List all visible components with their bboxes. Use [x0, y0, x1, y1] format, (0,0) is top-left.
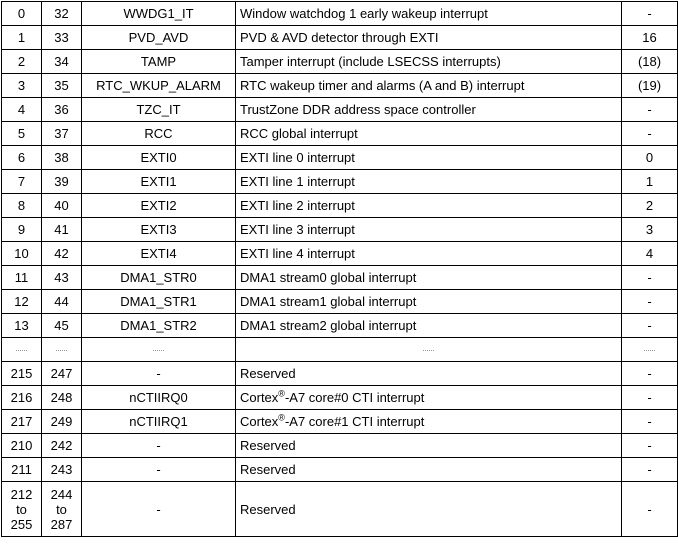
- ellipsis-cell: ......: [82, 338, 236, 362]
- table-row: [2, 290, 678, 314]
- irq-number-cell: 34: [42, 50, 82, 74]
- acronym-cell: EXTI3: [82, 218, 236, 242]
- acronym-cell: WWDG1_IT: [82, 2, 236, 26]
- exti-cell: -: [622, 386, 678, 410]
- position-cell: 217: [2, 410, 42, 434]
- position-cell: 6: [2, 146, 42, 170]
- irq-number-cell: 38: [42, 146, 82, 170]
- range-end: 287: [50, 516, 73, 532]
- description-cell: EXTI line 1 interrupt: [236, 170, 622, 194]
- exti-cell: 1: [622, 170, 678, 194]
- exti-cell: 16: [622, 26, 678, 50]
- exti-cell: -: [622, 290, 678, 314]
- description-prefix: Cortex: [240, 390, 279, 405]
- description-cell: [236, 410, 622, 434]
- irq-number-cell: 248: [42, 386, 82, 410]
- description-cell: EXTI line 2 interrupt: [236, 194, 622, 218]
- range-end: 255: [10, 516, 33, 532]
- position-cell: 211: [2, 458, 42, 482]
- interrupt-table-body: [2, 2, 678, 537]
- registered-mark: ®: [278, 388, 285, 399]
- table-row: [2, 314, 678, 338]
- description-cell: DMA1 stream2 global interrupt: [236, 314, 622, 338]
- table-row: [2, 194, 678, 218]
- exti-cell: -: [622, 362, 678, 386]
- exti-cell: -: [622, 266, 678, 290]
- description-cell: Reserved: [236, 482, 622, 537]
- exti-cell: -: [622, 434, 678, 458]
- table-row: [2, 26, 678, 50]
- position-cell: 0: [2, 2, 42, 26]
- irq-number-cell: 37: [42, 122, 82, 146]
- irq-number-range-cell: [42, 482, 82, 537]
- position-cell: 1: [2, 26, 42, 50]
- irq-number-cell: 243: [42, 458, 82, 482]
- description-cell: Reserved: [236, 362, 622, 386]
- registered-mark: ®: [278, 412, 285, 423]
- acronym-cell: EXTI2: [82, 194, 236, 218]
- irq-number-cell: 45: [42, 314, 82, 338]
- position-cell: 2: [2, 50, 42, 74]
- description-cell: RCC global interrupt: [236, 122, 622, 146]
- acronym-cell: -: [82, 362, 236, 386]
- acronym-cell: nCTIIRQ0: [82, 386, 236, 410]
- exti-cell: -: [622, 98, 678, 122]
- position-cell: 216: [2, 386, 42, 410]
- table-row: [2, 98, 678, 122]
- position-cell: 210: [2, 434, 42, 458]
- position-cell: 215: [2, 362, 42, 386]
- range-to-word: to: [16, 501, 27, 517]
- ellipsis-cell: ......: [42, 338, 82, 362]
- description-cell: PVD & AVD detector through EXTI: [236, 26, 622, 50]
- ellipsis-row: [2, 338, 678, 362]
- ellipsis-cell: ......: [2, 338, 42, 362]
- table-row: [2, 50, 678, 74]
- irq-number-cell: 39: [42, 170, 82, 194]
- acronym-cell: DMA1_STR2: [82, 314, 236, 338]
- acronym-cell: -: [82, 434, 236, 458]
- description-cell: DMA1 stream0 global interrupt: [236, 266, 622, 290]
- irq-number-cell: 40: [42, 194, 82, 218]
- description-suffix: -A7 core#0 CTI interrupt: [284, 390, 425, 405]
- table-row: [2, 170, 678, 194]
- irq-number-cell: 36: [42, 98, 82, 122]
- description-prefix: Cortex: [240, 414, 279, 429]
- irq-number-cell: 247: [42, 362, 82, 386]
- exti-cell: (18): [622, 50, 678, 74]
- description-cell: Window watchdog 1 early wakeup interrupt: [236, 2, 622, 26]
- table-row: [2, 146, 678, 170]
- description-cell: EXTI line 4 interrupt: [236, 242, 622, 266]
- table-row: [2, 2, 678, 26]
- irq-number-cell: 33: [42, 26, 82, 50]
- table-row: [2, 410, 678, 434]
- position-cell: 3: [2, 74, 42, 98]
- position-cell: 7: [2, 170, 42, 194]
- position-cell: 10: [2, 242, 42, 266]
- irq-number-cell: 242: [42, 434, 82, 458]
- acronym-cell: EXTI4: [82, 242, 236, 266]
- ellipsis-cell: ......: [236, 338, 622, 362]
- exti-cell: -: [622, 2, 678, 26]
- table-row: [2, 122, 678, 146]
- table-row: [2, 362, 678, 386]
- table-row: [2, 218, 678, 242]
- exti-cell: 0: [622, 146, 678, 170]
- exti-cell: -: [622, 122, 678, 146]
- irq-number-cell: 43: [42, 266, 82, 290]
- position-cell: 12: [2, 290, 42, 314]
- exti-cell: 3: [622, 218, 678, 242]
- description-cell: EXTI line 0 interrupt: [236, 146, 622, 170]
- table-row: [2, 74, 678, 98]
- table-row: [2, 266, 678, 290]
- exti-cell: 4: [622, 242, 678, 266]
- interrupt-table: [1, 1, 678, 537]
- acronym-cell: DMA1_STR1: [82, 290, 236, 314]
- range-to-word: to: [56, 501, 67, 517]
- exti-cell: -: [622, 482, 678, 537]
- range-start: 244: [50, 486, 73, 502]
- description-cell: Reserved: [236, 434, 622, 458]
- acronym-cell: PVD_AVD: [82, 26, 236, 50]
- irq-number-cell: 42: [42, 242, 82, 266]
- acronym-cell: RCC: [82, 122, 236, 146]
- description-cell: [236, 386, 622, 410]
- position-cell: 9: [2, 218, 42, 242]
- position-range-cell: [2, 482, 42, 537]
- position-cell: 8: [2, 194, 42, 218]
- description-cell: EXTI line 3 interrupt: [236, 218, 622, 242]
- position-cell: 5: [2, 122, 42, 146]
- description-suffix: -A7 core#1 CTI interrupt: [284, 414, 425, 429]
- description-cell: DMA1 stream1 global interrupt: [236, 290, 622, 314]
- acronym-cell: TZC_IT: [82, 98, 236, 122]
- irq-number-cell: 249: [42, 410, 82, 434]
- exti-cell: -: [622, 314, 678, 338]
- acronym-cell: EXTI0: [82, 146, 236, 170]
- range-start: 212: [10, 486, 33, 502]
- table-row: [2, 482, 678, 537]
- acronym-cell: RTC_WKUP_ALARM: [82, 74, 236, 98]
- table-row: [2, 434, 678, 458]
- position-cell: 11: [2, 266, 42, 290]
- table-row: [2, 242, 678, 266]
- table-row: [2, 386, 678, 410]
- position-cell: 13: [2, 314, 42, 338]
- acronym-cell: -: [82, 482, 236, 537]
- exti-cell: -: [622, 458, 678, 482]
- exti-cell: -: [622, 410, 678, 434]
- description-cell: TrustZone DDR address space controller: [236, 98, 622, 122]
- exti-cell: (19): [622, 74, 678, 98]
- description-cell: RTC wakeup timer and alarms (A and B) interrupt: [236, 74, 622, 98]
- ellipsis-cell: ......: [622, 338, 678, 362]
- exti-cell: 2: [622, 194, 678, 218]
- acronym-cell: EXTI1: [82, 170, 236, 194]
- position-cell: 4: [2, 98, 42, 122]
- description-cell: Tamper interrupt (include LSECSS interrupts): [236, 50, 622, 74]
- acronym-cell: nCTIIRQ1: [82, 410, 236, 434]
- irq-number-cell: 35: [42, 74, 82, 98]
- irq-number-cell: 32: [42, 2, 82, 26]
- irq-number-cell: 44: [42, 290, 82, 314]
- description-cell: Reserved: [236, 458, 622, 482]
- acronym-cell: TAMP: [82, 50, 236, 74]
- acronym-cell: -: [82, 458, 236, 482]
- acronym-cell: DMA1_STR0: [82, 266, 236, 290]
- irq-number-cell: 41: [42, 218, 82, 242]
- table-row: [2, 458, 678, 482]
